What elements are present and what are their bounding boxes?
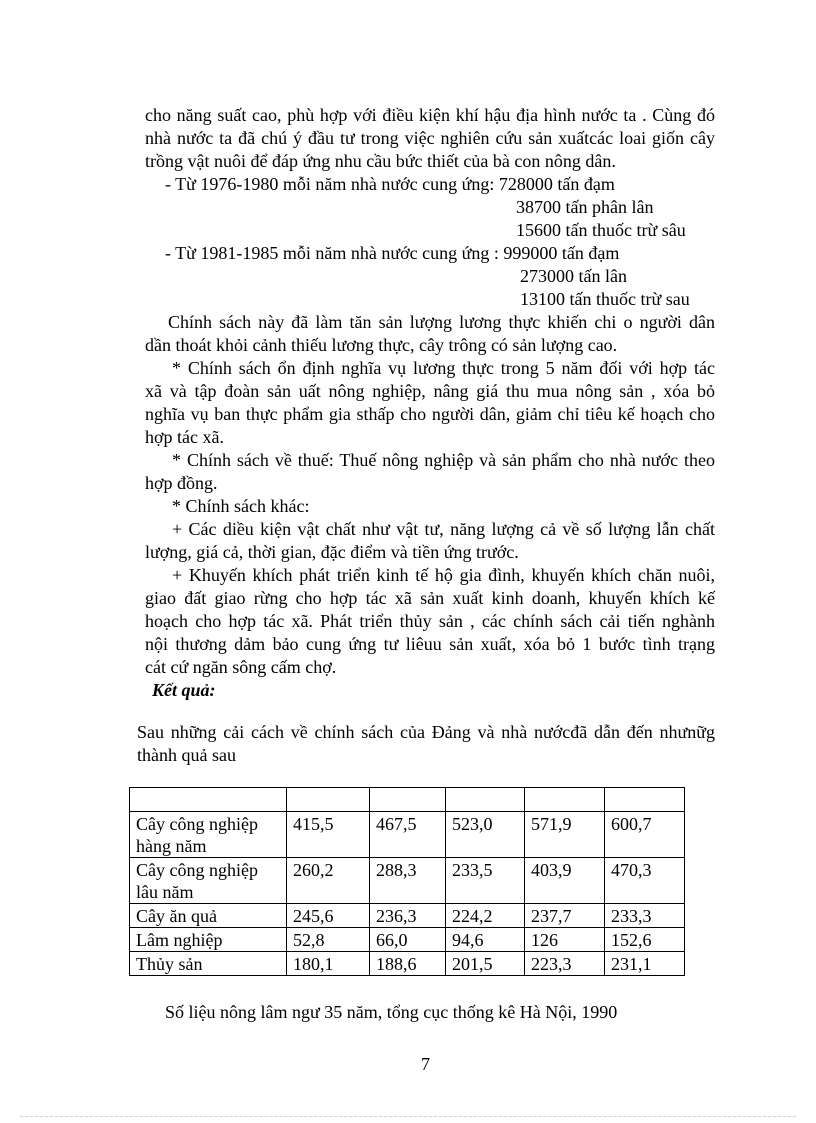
p8-line-1: Sau những cải cách về chính sách của Đảng và nhà nướcđã dẫn đến nhưnữg bbox=[137, 722, 715, 742]
table-header-cell bbox=[605, 788, 685, 812]
result-heading: Kết quả: bbox=[152, 680, 216, 700]
table-cell: 52,8 bbox=[287, 928, 370, 952]
data-table bbox=[129, 787, 685, 976]
table-cell: 224,2 bbox=[446, 904, 525, 928]
table-header-cell bbox=[287, 788, 370, 812]
p4-line-1: * Chính sách về thuế: Thuế nông nghiệp và sản phẩm cho nhà nước theo bbox=[172, 450, 715, 470]
table-cell: 66,0 bbox=[370, 928, 446, 952]
p7-line-4: nội thương dảm bảo cung ứng tư liêuu sản xuất, xóa bỏ 1 bước tình trạng bbox=[145, 634, 715, 654]
p1-line-1: cho năng suất cao, phù hợp với điều kiện khí hậu địa hình nước ta . Cùng đó bbox=[145, 105, 715, 125]
table-cell: 233,5 bbox=[446, 858, 525, 904]
table-row bbox=[130, 812, 685, 858]
row-label: Lâm nghiệp bbox=[130, 928, 287, 952]
p4-line-2: hợp đồng. bbox=[145, 473, 218, 493]
supply2-item: 13100 tấn thuốc trừ sau bbox=[520, 289, 690, 309]
row-label: Thủy sản bbox=[130, 952, 287, 976]
table-cell: 600,7 bbox=[605, 812, 685, 858]
table-cell: 467,5 bbox=[370, 812, 446, 858]
table-cell: 152,6 bbox=[605, 928, 685, 952]
p1-line-3: trồng vật nuôi để đáp ứng nhu cầu bức thiết của bà con nông dân. bbox=[145, 151, 616, 171]
table-header-cell bbox=[370, 788, 446, 812]
source-note: Số liệu nông lâm ngư 35 năm, tổng cục thống kê Hà Nội, 1990 bbox=[165, 1002, 618, 1022]
supply1-lead: - Từ 1976-1980 mỗi năm nhà nước cung ứng: 728000 tấn đạm bbox=[165, 174, 615, 194]
table-header-cell bbox=[525, 788, 605, 812]
p2-line-1: Chính sách này đã làm tăn sản lượng lương thực khiến chi o người dân bbox=[168, 312, 715, 332]
p6-line-1: + Các diều kiện vật chất như vật tư, năng lượng cả về số lượng lẫn chất bbox=[172, 519, 715, 539]
p8-line-2: thành quả sau bbox=[137, 745, 236, 765]
table-cell: 571,9 bbox=[525, 812, 605, 858]
p7-line-2: giao đất giao rừng cho hợp tác xã sản xuất kinh doanh, khuyến khích kế bbox=[145, 588, 715, 608]
page-number: 7 bbox=[421, 1054, 430, 1074]
supply1-item: 38700 tấn phân lân bbox=[516, 197, 654, 217]
table-cell: 523,0 bbox=[446, 812, 525, 858]
table-cell: 188,6 bbox=[370, 952, 446, 976]
table-row bbox=[130, 904, 685, 928]
table-row bbox=[130, 858, 685, 904]
table-cell: 126 bbox=[525, 928, 605, 952]
table-cell: 231,1 bbox=[605, 952, 685, 976]
table-cell: 94,6 bbox=[446, 928, 525, 952]
table-cell: 288,3 bbox=[370, 858, 446, 904]
p2-line-2: dần thoát khỏi cảnh thiếu lương thực, cây trông có sản lượng cao. bbox=[145, 335, 618, 355]
table-cell: 415,5 bbox=[287, 812, 370, 858]
table-cell: 237,7 bbox=[525, 904, 605, 928]
table-cell: 223,3 bbox=[525, 952, 605, 976]
supply1-item: 15600 tấn thuốc trừ sâu bbox=[516, 220, 686, 240]
p7-line-3: hoạch cho hợp tác xã. Phát triển thủy sản , các chính sách cải tiến nghành bbox=[145, 611, 715, 631]
p3-line-1: * Chính sách ổn định nghĩa vụ lương thực trong 5 năm đối với hợp tác bbox=[172, 358, 715, 378]
page-bottom-rule bbox=[20, 1116, 796, 1117]
row-label: Cây công nghiệp hàng năm bbox=[130, 812, 287, 858]
p1-line-2: nhà nước ta đã chú ý đầu tư trong việc nghiên cứu sản xuấtcác loai giốn cây bbox=[145, 128, 715, 148]
p3-line-4: hợp tác xã. bbox=[145, 427, 224, 447]
table-cell: 180,1 bbox=[287, 952, 370, 976]
table-cell: 236,3 bbox=[370, 904, 446, 928]
p3-line-3: nghĩa vụ ban thực phẩm gia sthấp cho người dân, giảm chỉ tiêu kế hoạch cho bbox=[145, 404, 715, 424]
table-cell: 260,2 bbox=[287, 858, 370, 904]
supply2-item: 273000 tấn lân bbox=[520, 266, 627, 286]
table-cell: 201,5 bbox=[446, 952, 525, 976]
table-cell: 470,3 bbox=[605, 858, 685, 904]
table-header-row bbox=[130, 788, 685, 812]
table-row bbox=[130, 928, 685, 952]
table-cell: 245,6 bbox=[287, 904, 370, 928]
table-cell: 233,3 bbox=[605, 904, 685, 928]
p3-line-2: xã và tập đoàn sản uất nông nghiệp, nâng giá thu mua nông sản , xóa bỏ bbox=[145, 381, 715, 401]
supply2-lead: - Từ 1981-1985 mỗi năm nhà nước cung ứng : 999000 tấn đạm bbox=[165, 243, 620, 263]
p7-line-5: cát cứ ngăn sông cấm chợ. bbox=[145, 657, 337, 677]
table-header-cell bbox=[130, 788, 287, 812]
table-cell: 403,9 bbox=[525, 858, 605, 904]
table-row bbox=[130, 952, 685, 976]
row-label: Cây công nghiệp lâu năm bbox=[130, 858, 287, 904]
p6-line-2: lượng, giá cả, thời gian, đặc điểm và tiền ứng trước. bbox=[145, 542, 519, 562]
table-header-cell bbox=[446, 788, 525, 812]
p7-line-1: + Khuyến khích phát triển kinh tế hộ gia đình, khuyến khích chăn nuôi, bbox=[172, 565, 715, 585]
p5-line-1: * Chính sách khác: bbox=[172, 496, 310, 516]
row-label: Cây ăn quả bbox=[130, 904, 287, 928]
